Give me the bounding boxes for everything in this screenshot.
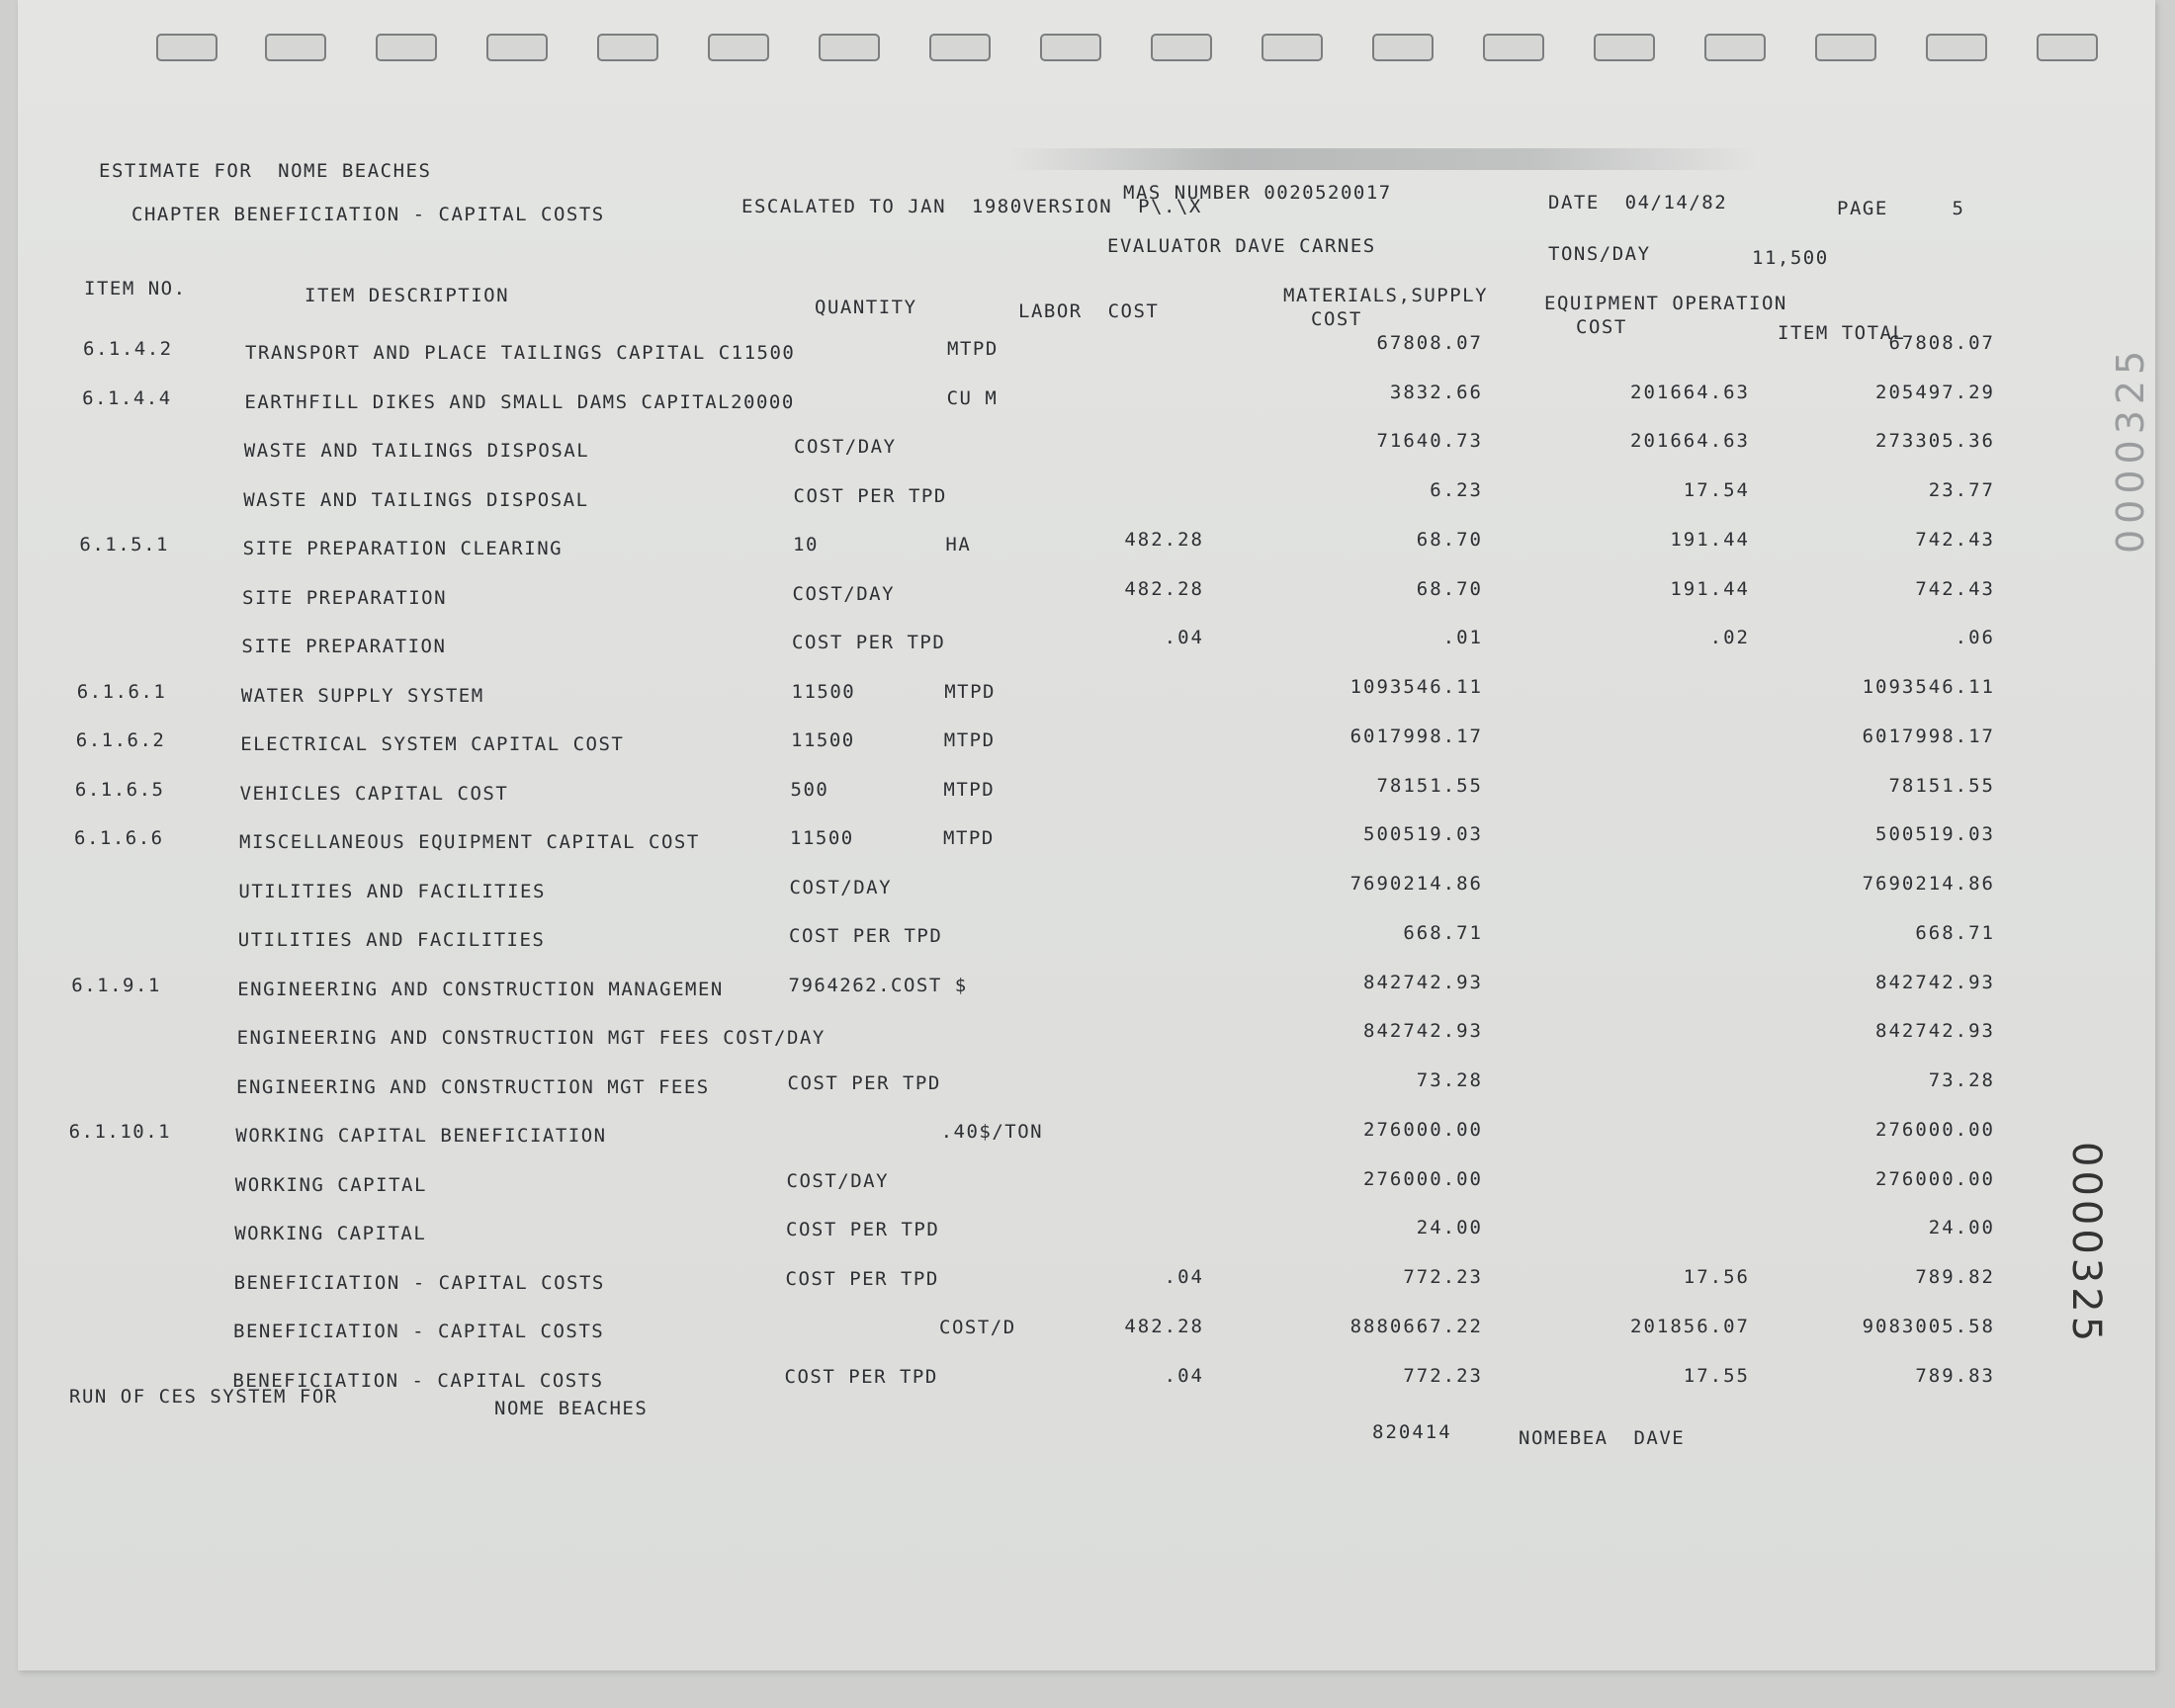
row-quantity: 11500 — [791, 729, 855, 751]
project-name: NOME BEACHES — [494, 1398, 649, 1419]
row-quantity: COST PER TPD — [787, 1071, 941, 1094]
row-item-total: 67808.07 — [1888, 332, 1995, 354]
row-materials-cost: 6017998.17 — [1349, 725, 1483, 747]
row-quantity: 10 — [793, 534, 819, 555]
row-equipment-cost: 201664.63 — [1630, 430, 1750, 453]
row-unit: .40$/TON — [940, 1121, 1044, 1143]
col-labor-cost: LABOR COST — [1018, 300, 1160, 322]
row-description: WASTE AND TAILINGS DISPOSAL — [243, 440, 590, 462]
row-unit: MTPD — [944, 680, 996, 703]
row-materials-cost: 276000.00 — [1363, 1118, 1483, 1141]
row-description: SITE PREPARATION — [241, 636, 447, 657]
run-date: 820414 — [1372, 1421, 1452, 1443]
row-equipment-cost: .02 — [1709, 627, 1750, 649]
row-description: WATER SUPPLY SYSTEM — [240, 684, 484, 707]
row-item-number: 6.1.4.2 — [83, 338, 173, 360]
row-unit: MTPD — [943, 827, 995, 849]
col-equipment-cost: COST — [1576, 316, 1627, 338]
row-item-total: 500519.03 — [1875, 823, 1995, 846]
tons-per-day-label: TONS/DAY — [1548, 243, 1651, 265]
row-item-number: 6.1.6.2 — [75, 729, 166, 751]
feed-hole — [1594, 34, 1655, 61]
row-materials-cost: .01 — [1442, 627, 1483, 649]
row-labor-cost: .04 — [1164, 1266, 1204, 1289]
row-equipment-cost: 191.44 — [1670, 577, 1750, 600]
row-materials-cost: 71640.73 — [1376, 430, 1483, 453]
row-quantity: 500 — [790, 778, 829, 801]
row-description: UTILITIES AND FACILITIES — [238, 880, 546, 902]
col-materials-cost: COST — [1311, 308, 1362, 330]
col-item-description: ITEM DESCRIPTION — [304, 285, 510, 306]
col-quantity: QUANTITY — [815, 297, 917, 318]
row-item-total: 6017998.17 — [1862, 725, 1995, 747]
col-item-no: ITEM NO. — [84, 278, 187, 299]
row-description: UTILITIES AND FACILITIES — [237, 929, 546, 951]
row-unit: HA — [945, 534, 972, 555]
feed-hole — [708, 34, 769, 61]
row-equipment-cost: 17.54 — [1683, 479, 1750, 502]
row-quantity: 7964262.COST $ — [788, 974, 968, 996]
mas-number: MAS NUMBER 0020520017 — [1123, 182, 1392, 204]
feed-hole — [1151, 34, 1212, 61]
row-materials-cost: 73.28 — [1416, 1069, 1483, 1092]
row-item-number: 6.1.4.4 — [82, 386, 172, 409]
row-description: SITE PREPARATION — [242, 586, 448, 609]
bates-stamp-faint: 0000325 — [2109, 344, 2152, 554]
row-description: WORKING CAPITAL — [234, 1223, 427, 1244]
row-equipment-cost: 201856.07 — [1630, 1315, 1750, 1337]
row-item-total: 842742.93 — [1875, 971, 1995, 993]
row-item-total: 789.83 — [1915, 1364, 1995, 1387]
col-materials-supply: MATERIALS,SUPPLY — [1283, 285, 1489, 306]
row-item-number: 6.1.10.1 — [68, 1121, 172, 1143]
print-smudge — [1006, 148, 1758, 170]
tons-per-day-value: 11,500 — [1752, 247, 1829, 269]
row-materials-cost: 842742.93 — [1363, 971, 1483, 993]
row-quantity: COST/DAY — [794, 436, 897, 458]
row-item-total: 23.77 — [1928, 479, 1995, 502]
row-quantity: 11500 — [791, 680, 856, 703]
col-item-total: ITEM TOTAL — [1778, 322, 1906, 344]
row-materials-cost: 772.23 — [1403, 1364, 1483, 1387]
row-item-total: 789.82 — [1915, 1266, 1995, 1289]
row-item-number: 6.1.5.1 — [79, 534, 169, 555]
row-unit: MTPD — [943, 778, 996, 801]
row-equipment-cost: 17.56 — [1683, 1266, 1750, 1289]
row-materials-cost: 8880667.22 — [1349, 1315, 1483, 1337]
feed-hole — [1926, 34, 1987, 61]
row-item-total: 205497.29 — [1875, 381, 1995, 403]
row-description: SITE PREPARATION CLEARING — [242, 538, 564, 559]
row-labor-cost: .04 — [1164, 627, 1204, 649]
row-description: WORKING CAPITAL BENEFICIATION — [235, 1125, 607, 1147]
row-description: BENEFICIATION - CAPITAL COSTS — [233, 1271, 605, 1294]
row-labor-cost: 482.28 — [1124, 577, 1204, 600]
feed-hole — [376, 34, 437, 61]
feed-hole — [2037, 34, 2098, 61]
row-quantity: COST PER TPD — [792, 632, 946, 653]
row-description: MISCELLANEOUS EQUIPMENT CAPITAL COST — [239, 831, 700, 853]
row-description: VEHICLES CAPITAL COST — [239, 782, 509, 805]
row-equipment-cost: 191.44 — [1670, 528, 1750, 551]
row-item-total: 276000.00 — [1875, 1167, 1995, 1190]
feed-hole — [1372, 34, 1434, 61]
row-item-total: 842742.93 — [1875, 1020, 1995, 1043]
row-equipment-cost: 201664.63 — [1630, 381, 1750, 403]
feed-hole — [1040, 34, 1101, 61]
feed-hole — [1815, 34, 1876, 61]
row-materials-cost: 7690214.86 — [1349, 873, 1483, 896]
row-item-total: 742.43 — [1915, 577, 1995, 600]
row-materials-cost: 24.00 — [1416, 1217, 1483, 1239]
row-materials-cost: 842742.93 — [1363, 1020, 1483, 1043]
row-item-total: 73.28 — [1928, 1069, 1995, 1092]
row-equipment-cost: 17.55 — [1683, 1364, 1750, 1387]
row-materials-cost: 67808.07 — [1376, 332, 1483, 354]
bates-stamp: 0000325 — [2063, 1142, 2109, 1346]
row-unit: MTPD — [943, 729, 996, 751]
row-unit: COST/D — [939, 1317, 1016, 1338]
row-item-total: 1093546.11 — [1862, 676, 1995, 699]
row-description: WASTE AND TAILINGS DISPOSAL — [243, 488, 589, 511]
row-materials-cost: 68.70 — [1416, 577, 1483, 600]
evaluator: EVALUATOR DAVE CARNES — [1107, 235, 1376, 257]
row-description: BENEFICIATION - CAPITAL COSTS — [232, 1369, 604, 1392]
row-item-total: 273305.36 — [1875, 430, 1995, 453]
report-date: DATE 04/14/82 — [1548, 192, 1728, 214]
row-description: WORKING CAPITAL — [234, 1173, 427, 1196]
row-materials-cost: 68.70 — [1416, 528, 1483, 551]
row-quantity: 11500 — [790, 827, 854, 849]
row-item-total: 7690214.86 — [1862, 873, 1995, 896]
row-item-total: 276000.00 — [1875, 1118, 1995, 1141]
row-item-number: 6.1.6.6 — [74, 827, 164, 849]
printout-sheet — [18, 0, 2155, 1670]
row-labor-cost: .04 — [1164, 1364, 1204, 1387]
row-item-total: .06 — [1955, 627, 1995, 649]
row-unit: CU M — [946, 386, 999, 409]
chapter-title: CHAPTER BENEFICIATION - CAPITAL COSTS — [131, 204, 605, 225]
row-materials-cost: 3832.66 — [1389, 381, 1483, 403]
feed-hole — [1704, 34, 1766, 61]
run-of-label: RUN OF CES SYSTEM FOR — [69, 1386, 338, 1408]
feed-hole — [597, 34, 658, 61]
row-labor-cost: 482.28 — [1124, 528, 1204, 551]
row-quantity: COST/DAY — [789, 876, 893, 898]
row-materials-cost: 6.23 — [1430, 479, 1483, 502]
feed-hole — [265, 34, 326, 61]
feed-hole — [486, 34, 548, 61]
feed-hole — [1262, 34, 1323, 61]
feed-hole — [1483, 34, 1544, 61]
tractor-feed-holes — [18, 0, 2155, 79]
row-materials-cost: 668.71 — [1403, 921, 1483, 944]
row-quantity: COST PER TPD — [784, 1365, 938, 1388]
row-item-total: 9083005.58 — [1862, 1315, 1995, 1337]
row-description: ENGINEERING AND CONSTRUCTION MGT FEES COST/DAY — [236, 1027, 826, 1049]
row-description: ENGINEERING AND CONSTRUCTION MANAGEMEN — [237, 978, 724, 1000]
row-unit: MTPD — [947, 338, 999, 360]
row-quantity: COST PER TPD — [785, 1267, 939, 1290]
row-quantity: COST/DAY — [786, 1169, 890, 1192]
feed-hole — [819, 34, 880, 61]
feed-hole — [156, 34, 218, 61]
page-number: PAGE 5 — [1837, 198, 1965, 219]
row-item-total: 78151.55 — [1888, 774, 1995, 797]
feed-hole — [929, 34, 991, 61]
run-code: NOMEBEA DAVE — [1519, 1427, 1686, 1449]
row-quantity: COST PER TPD — [789, 925, 943, 947]
row-materials-cost: 78151.55 — [1376, 774, 1483, 797]
row-quantity: COST PER TPD — [793, 484, 947, 507]
row-quantity: COST PER TPD — [786, 1219, 940, 1240]
row-materials-cost: 1093546.11 — [1349, 676, 1483, 699]
row-item-total: 668.71 — [1915, 921, 1995, 944]
row-description: ENGINEERING AND CONSTRUCTION MGT FEES — [236, 1075, 710, 1098]
row-description: BENEFICIATION - CAPITAL COSTS — [233, 1321, 605, 1342]
row-description: ELECTRICAL SYSTEM CAPITAL COST — [240, 733, 625, 755]
row-materials-cost: 772.23 — [1403, 1266, 1483, 1289]
row-item-number: 6.1.6.5 — [74, 778, 165, 801]
row-item-number: 6.1.9.1 — [71, 974, 161, 996]
row-description: EARTHFILL DIKES AND SMALL DAMS CAPITAL20000 — [244, 390, 795, 413]
row-quantity: COST/DAY — [792, 582, 896, 605]
row-item-total: 742.43 — [1915, 528, 1995, 551]
row-item-number: 6.1.6.1 — [76, 680, 167, 703]
col-equipment-operation: EQUIPMENT OPERATION — [1544, 293, 1787, 314]
row-labor-cost: 482.28 — [1124, 1315, 1204, 1337]
row-description: TRANSPORT AND PLACE TAILINGS CAPITAL C11500 — [245, 342, 796, 364]
row-materials-cost: 276000.00 — [1363, 1167, 1483, 1190]
escalation-version: ESCALATED TO JAN 1980VERSION P\.\X — [741, 196, 1202, 217]
estimate-title: ESTIMATE FOR NOME BEACHES — [99, 160, 432, 182]
row-item-total: 24.00 — [1928, 1217, 1995, 1239]
row-materials-cost: 500519.03 — [1363, 823, 1483, 846]
